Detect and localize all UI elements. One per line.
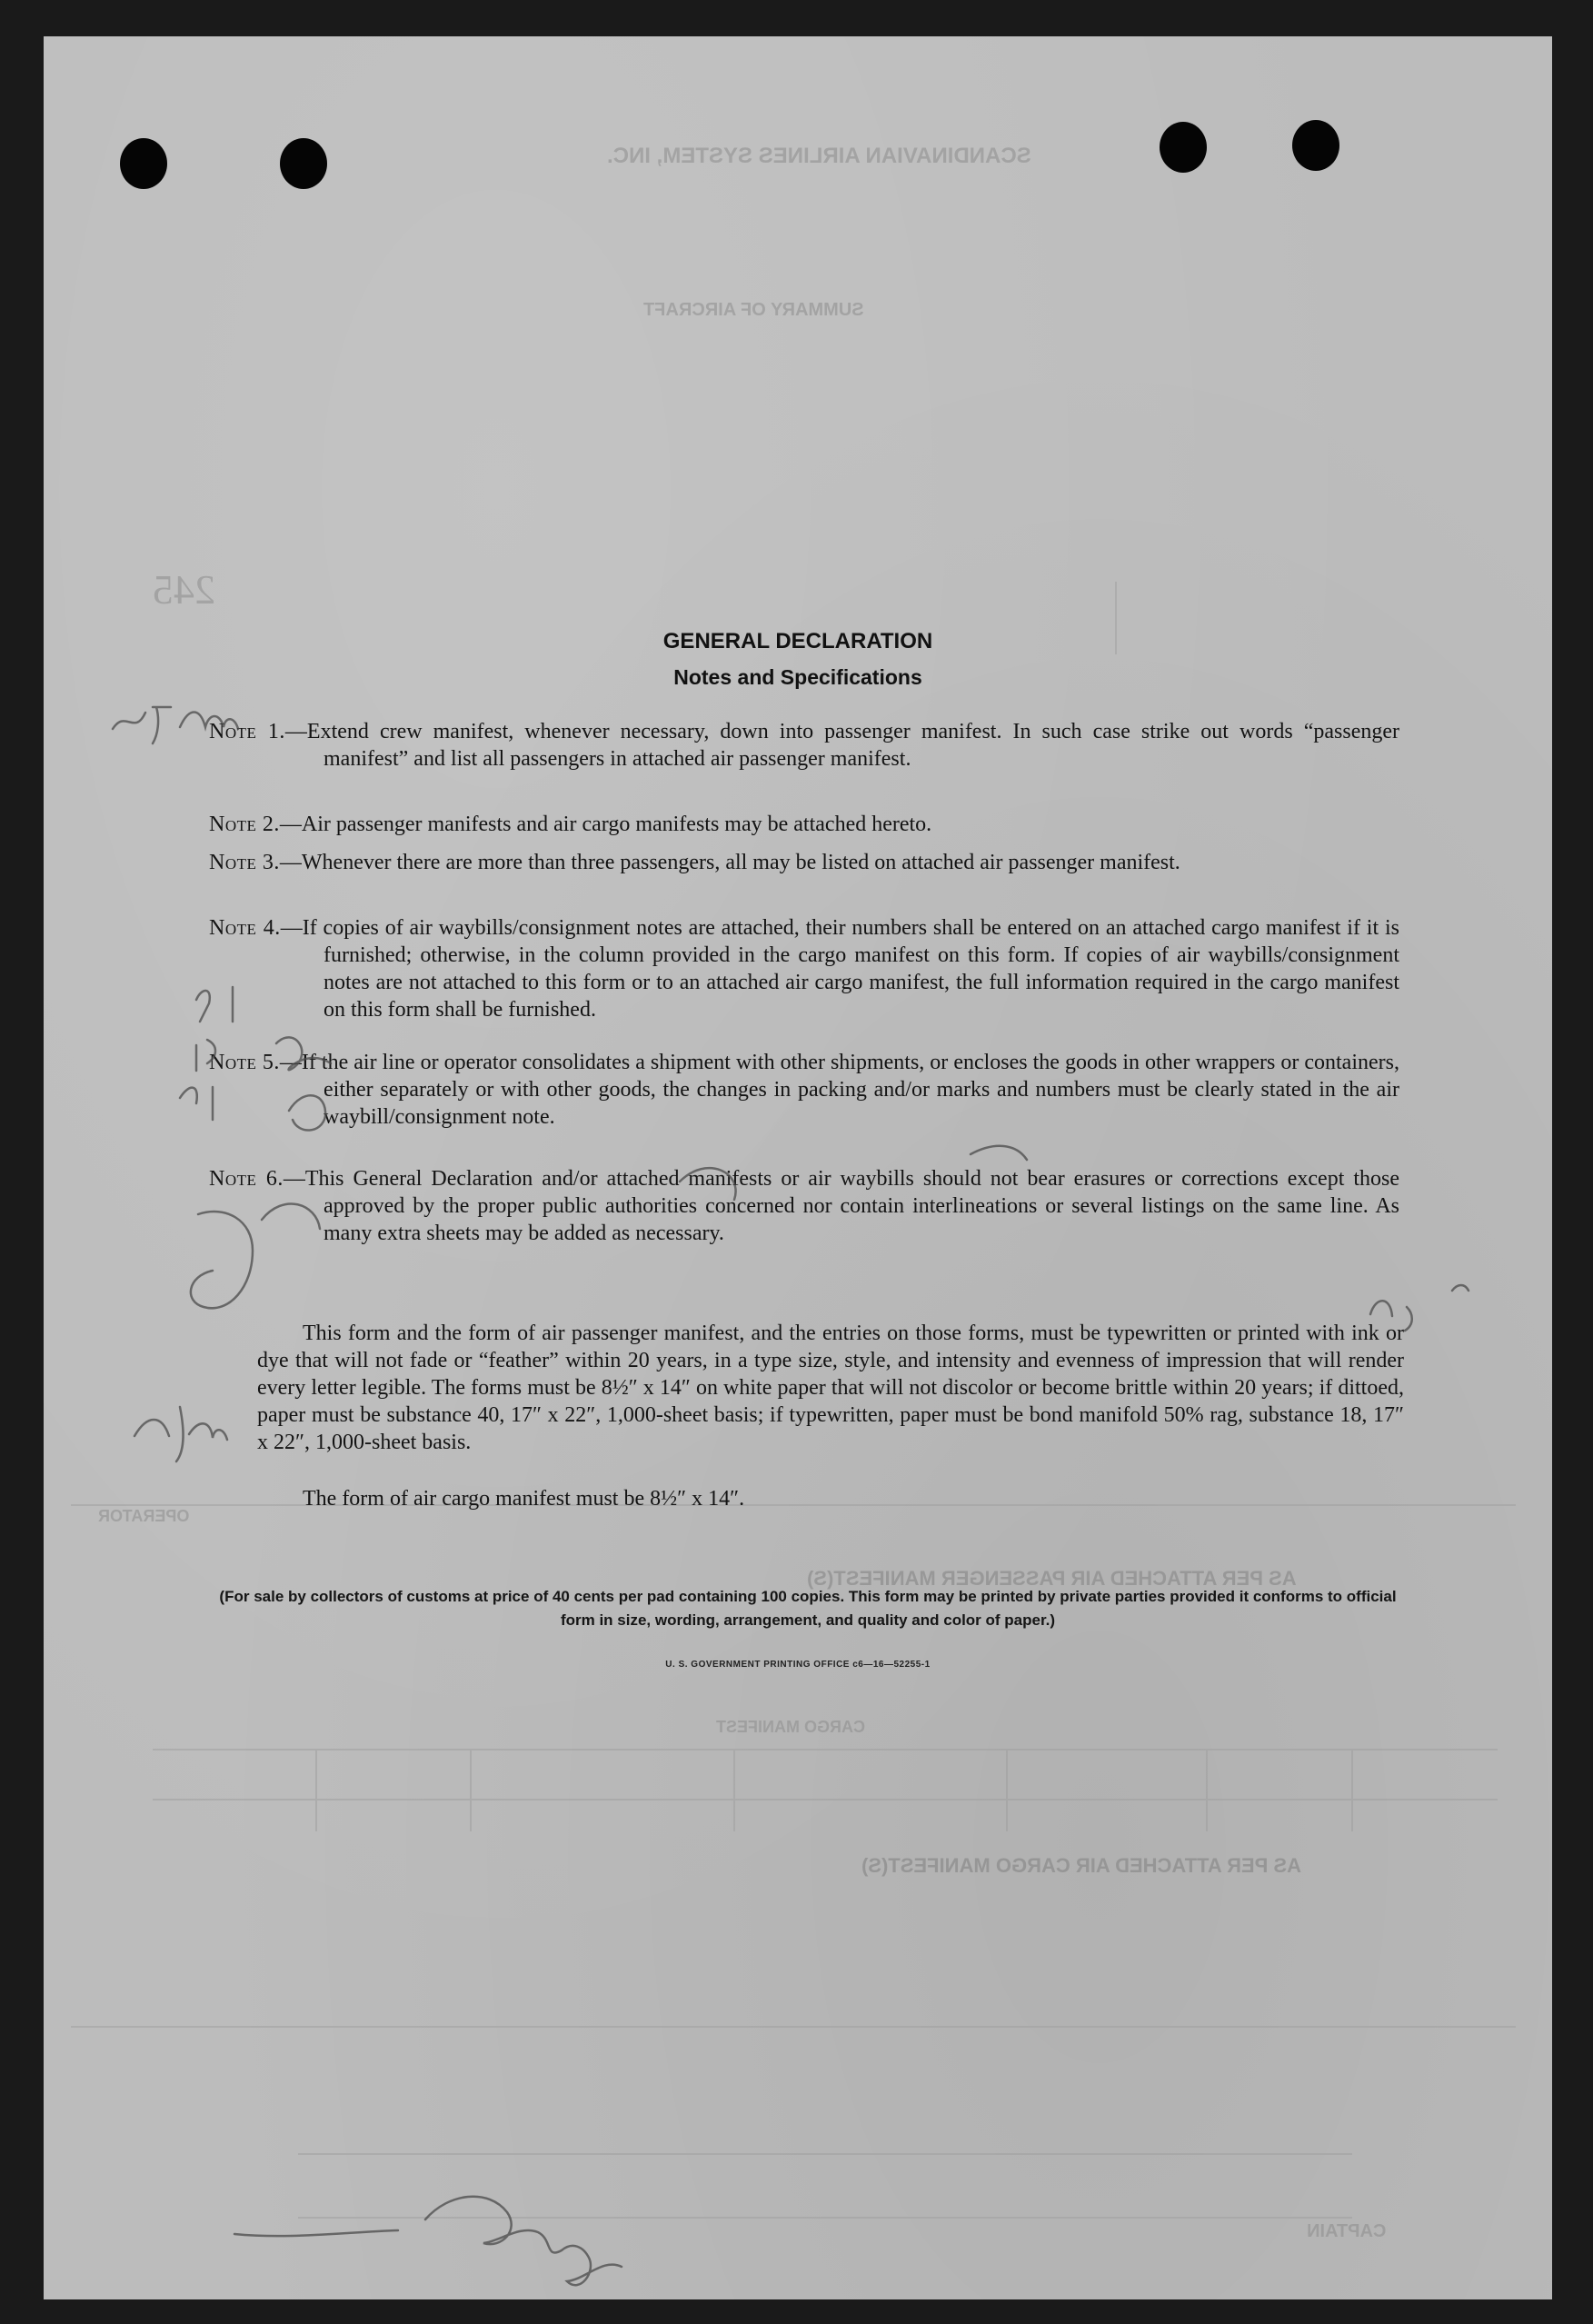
note-label: Note 1.	[209, 720, 285, 743]
note-text: —If the air line or operator consolidates a shipment with other shipments, or encloses the goods in other wrappers or containers, either separately or with other goods, the changes in packing and/or marks and numbers must be clearly stated in the air waybill/consignment note.	[279, 1051, 1399, 1129]
note-label: Note 3.	[209, 851, 280, 874]
bleed-count: 245	[153, 566, 215, 613]
note-text: —Whenever there are more than three passengers, all may be listed on attached air passenger manifest.	[279, 851, 1180, 874]
cargo-manifest-size-line: The form of air cargo manifest must be 8½″ x 14″.	[303, 1487, 745, 1511]
printing-office-line: U. S. GOVERNMENT PRINTING OFFICE c6—16—52255-1	[665, 1660, 931, 1670]
note-text: —If copies of air waybills/consignment notes are attached, their numbers shall be entered on an attached cargo manifest if it is furnished; otherwise, in the column provided in the cargo manifest on this form. If copies of air waybills/consignment notes are not attached to this form or to an attached air cargo manifest, the full information required in the cargo manifest on this form shall be furnished.	[280, 916, 1399, 1022]
handwritten-marks	[44, 36, 1552, 2299]
note-label: Note 2.	[209, 813, 280, 836]
bleed-captain: CAPTAIN	[1307, 2221, 1387, 2241]
page-title: GENERAL DECLARATION	[662, 629, 933, 653]
page-subtitle: Notes and Specifications	[673, 665, 922, 689]
note-text: —Air passenger manifests and air cargo manifests may be attached hereto.	[279, 813, 932, 836]
sale-notice: (For sale by collectors of customs at price of 40 cents per pad containing 100 copies. This form may be printed by private parties provided it conforms to official form in size, wording, arrangement, and quality and color of paper.)	[219, 1588, 1397, 1629]
bleed-passenger-stamp: AS PER ATTACHED AIR PASSENGER MANIFEST(S)	[807, 1567, 1297, 1590]
note-text: —This General Declaration and/or attached manifests or air waybills should not bear erasures or corrections except those approved by the proper public authorities concerned nor contain interlineations or several listings on the same line. As many extra sheets may be added as necessary.	[283, 1167, 1399, 1245]
form-specification-paragraph: This form and the form of air passenger manifest, and the entries on those forms, must be typewritten or printed with ink or dye that will not fade or “feather” within 20 years, in a type size, style, and intensity and evenness of impression that will render every letter legible. The forms must be 8½″ x 14″ on white paper that will not discolor or become brittle within 20 years; if dittoed, paper must be substance 40, 17″ x 22″, 1,000-sheet basis; if typewritten, paper must be bond manifold 50% rag, substance 18, 17″ x 22″, 1,000-sheet basis.	[257, 1322, 1404, 1454]
note-label: Note 4.	[209, 916, 281, 940]
bleed-cargo-heading: CARGO MANIFEST	[716, 1718, 865, 1736]
bleed-cargo-stamp: AS PER ATTACHED AIR CARGO MANIFEST(S)	[861, 1854, 1301, 1877]
bleed-operator: OPERATOR	[98, 1507, 190, 1525]
bleed-airline: SCANDINAVIAN AIRLINES SYSTEM, INC.	[607, 144, 1031, 168]
note-label: Note 5.	[209, 1051, 280, 1074]
bleed-crew-heading: SUMMARY OF AIRCRAFT	[643, 300, 864, 320]
note-label: Note 6.	[209, 1167, 284, 1191]
document-sheet	[44, 36, 1552, 2299]
note-text: —Extend crew manifest, whenever necessary, down into passenger manifest. In such case strike out words “passenger manifest” and list all passengers in attached air passenger manifest.	[284, 720, 1399, 771]
